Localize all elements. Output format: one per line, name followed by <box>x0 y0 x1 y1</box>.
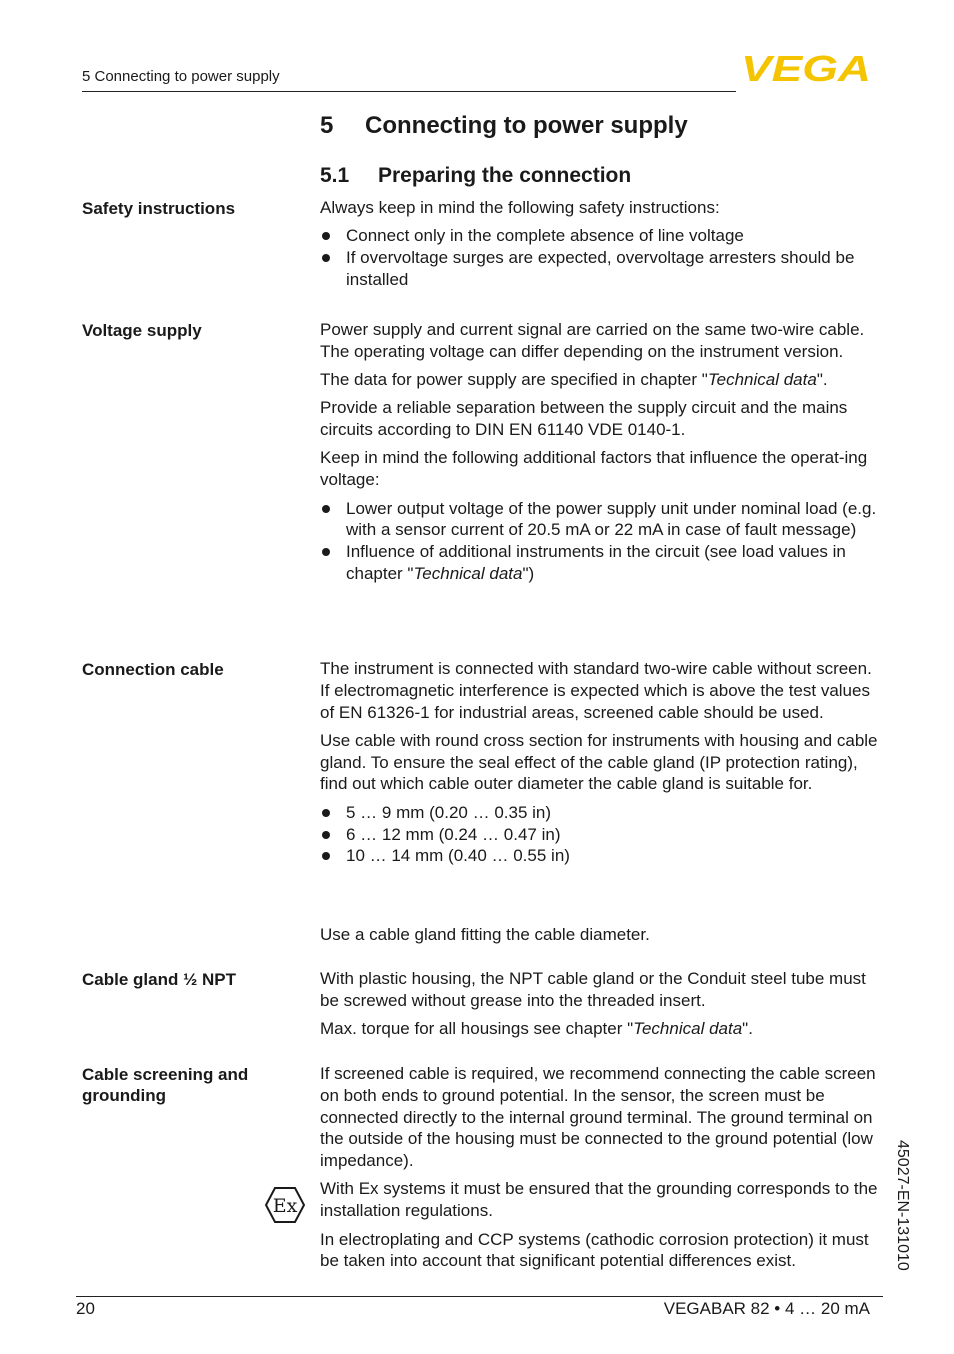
section-title: Preparing the connection <box>378 164 632 187</box>
side-label-cable: Connection cable <box>82 660 224 679</box>
footer-rule <box>76 1296 883 1297</box>
list-item: 10 … 14 mm (0.40 … 0.55 in) <box>320 845 880 867</box>
voltage-block <box>320 319 880 591</box>
side-label-gland: Cable gland ½ NPT <box>82 970 236 989</box>
header-rule <box>82 91 736 92</box>
list-item: 6 … 12 mm (0.24 … 0.47 in) <box>320 824 880 846</box>
voltage-list <box>320 498 880 585</box>
cable-p1: The instrument is connected with standard two-wire cable without screen. If electromagnetic interference is expected which is above the test values of EN 61326-1 for industrial areas, screened cable should be used. <box>320 659 872 722</box>
voltage-p2: The data for power supply are specified in chapter "Technical data". <box>320 370 828 390</box>
list-item: If overvoltage surges are expected, overvoltage arresters should be installed <box>320 247 880 291</box>
gland-p1: With plastic housing, the NPT cable gland or the Conduit steel tube must be screwed without grease into the threaded insert. <box>320 969 866 1010</box>
screening-p2: With Ex systems it must be ensured that the grounding corresponds to the installation regulations. <box>320 1179 878 1221</box>
ex-hazard-icon <box>264 1186 306 1224</box>
section-heading <box>320 164 631 188</box>
gland-block <box>320 968 880 1046</box>
cable-p2: Use cable with round cross section for instruments with housing and cable gland. To ensure the seal effect of the cable gland (IP protection rating), find out which cable outer diameter the cable gland is suitable for. <box>320 730 878 794</box>
page-number: 20 <box>76 1299 95 1318</box>
voltage-p3: Provide a reliable separation between the supply circuit and the mains circuits according to DIN EN 61140 VDE 0140-1. <box>320 398 848 440</box>
logo-text: VEGA <box>741 52 871 84</box>
cable-block <box>320 658 880 874</box>
side-label-voltage: Voltage supply <box>82 321 202 340</box>
screening-p3: In electroplating and CCP systems (cathodic corrosion protection) it must be taken into account that significant potential differences exist. <box>320 1229 869 1271</box>
side-label-safety: Safety instructions <box>82 199 236 218</box>
footer-title: VEGABAR 82 • 4 … 20 mA <box>663 1299 870 1318</box>
document-code: 45027-EN-131010 <box>894 1140 911 1271</box>
cable-list <box>320 802 880 867</box>
section-number: 5.1 <box>320 164 350 187</box>
voltage-p4: Keep in mind the following additional factors that influence the operat-ing voltage: <box>320 448 868 490</box>
list-item: Lower output voltage of the power supply unit under nominal load (e.g. with a sensor current of 20.5 mA or 22 mA in case of fault message) <box>320 498 880 542</box>
screening-p1: If screened cable is required, we recommend connecting the cable screen on both ends to ground potential. In the sensor, the screen must be connected directly to the internal ground terminal. The ground terminal on the outside of the housing must be connected to the ground potential (low impedance). <box>320 1064 876 1171</box>
chapter-heading <box>320 112 688 140</box>
gland-p2: Max. torque for all housings see chapter "Technical data". <box>320 1019 753 1039</box>
list-item: Influence of additional instruments in the circuit (see load values in chapter "Technical data") <box>320 541 880 585</box>
vega-logo <box>741 52 873 84</box>
voltage-p1: Power supply and current signal are carried on the same two-wire cable. The operating voltage can differ depending on the instrument version. <box>320 320 865 361</box>
running-header: 5 Connecting to power supply <box>82 68 280 85</box>
safety-block <box>320 197 880 297</box>
chapter-title: Connecting to power supply <box>365 112 688 139</box>
cable-p3: Use a cable gland fitting the cable diameter. <box>320 925 650 944</box>
svg-text:Ex: Ex <box>272 1195 298 1217</box>
safety-intro: Always keep in mind the following safety instructions: <box>320 198 720 217</box>
screening-block <box>320 1063 880 1279</box>
list-item: Connect only in the complete absence of line voltage <box>320 225 880 247</box>
safety-list <box>320 225 880 290</box>
side-label-screening: Cable screening and grounding <box>82 1065 249 1105</box>
chapter-number: 5 <box>320 112 334 139</box>
list-item: 5 … 9 mm (0.20 … 0.35 in) <box>320 802 880 824</box>
